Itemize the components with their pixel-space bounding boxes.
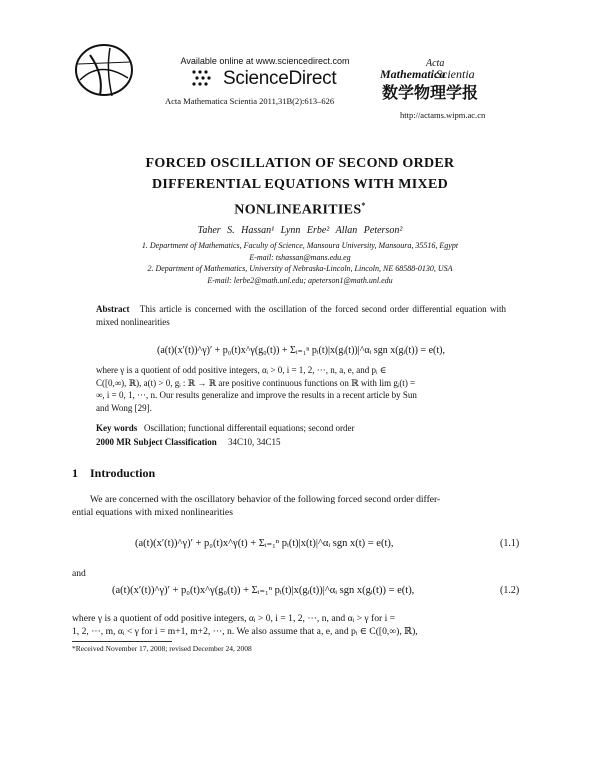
title-line-1: FORCED OSCILLATION OF SECOND ORDER (145, 156, 455, 171)
logo-acta: Acta (426, 58, 445, 69)
affiliation-1: 1. Department of Mathematics, Faculty of Science, Mansoura University, Mansoura, 35516, Egypt (141, 241, 459, 250)
section-heading: Introduction (90, 466, 156, 480)
logo-mathematica: Mathematica (380, 67, 446, 81)
intro-p1-line2: ential equations with mixed nonlinearities (72, 507, 233, 518)
abstract-text: This article is concerned with the oscillation of the forced second order differential equation with mixed nonlinearities (96, 304, 507, 327)
abstract-text2-line3: ∞, i = 0, 1, ···, n. Our results generalize and improve the results in a recent article by Sun (96, 390, 417, 401)
abstract-text2-line1: where γ is a quotient of odd positive integers, αᵢ > 0, i = 1, 2, ···, n, a, e, and pᵢ ∈ (96, 365, 387, 375)
available-online-text: Available online at www.sciencedirect.com (180, 56, 350, 66)
msc-codes: 34C10, 34C15 (228, 437, 281, 447)
equation-1-2: (a(t)(x′(t))^γ)′ + p₀(t)x^γ(g₀(t)) + Σᵢ₌₁ⁿ pᵢ(t)|x(gᵢ(t))|^αᵢ sgn x(gᵢ(t)) = e(t), (112, 585, 415, 596)
equation-1-1: (a(t)(x′(t))^γ)′ + p₀(t)x^γ(t) + Σᵢ₌₁ⁿ pᵢ(t)|x(t)|^αᵢ sgn x(t) = e(t), (135, 538, 394, 549)
title-line-2: DIFFERENTIAL EQUATIONS WITH MIXED (151, 177, 449, 192)
msc-label: 2000 MR Subject Classification (96, 437, 217, 447)
email-1: E-mail: tshassan@mans.edu.eg (249, 252, 351, 262)
keywords-label: Key words (96, 423, 138, 433)
abstract-label: Abstract (96, 304, 130, 314)
intro-p1-line1: We are concerned with the oscillatory behavior of the following forced second order differ- (90, 494, 441, 505)
title-footnote-marker: * (361, 201, 366, 210)
footnote: *Received November 17, 2008; revised December 24, 2008 (72, 644, 252, 653)
title-line-3: NONLINEARITIES (234, 202, 362, 218)
affiliation-2: 2. Department of Mathematics, University of Nebraska-Lincoln, Lincoln, NE 68588-0130, USA (147, 264, 453, 273)
journal-logo-cn: 数学物理学报 (382, 83, 479, 102)
journal-citation: Acta Mathematica Scientia 2011,31B(2):613–626 (165, 96, 335, 106)
sciencedirect-dots-icon (190, 68, 222, 96)
abstract-text2-line2: C([0,∞), ℝ), a(t) > 0, gᵢ : ℝ → ℝ are positive continuous functions on ℝ with lim gᵢ(t) = (96, 377, 416, 388)
elsevier-logo (70, 40, 140, 100)
equation-1-2-number: (1.2) (500, 585, 520, 596)
email-2: E-mail: lerbe2@math.unl.edu; apeterson1@math.unl.edu (207, 275, 393, 285)
sciencedirect-brand: ScienceDirect (223, 68, 337, 89)
equation-1-1-number: (1.1) (500, 538, 520, 549)
author-names: Taher S. Hassan¹ Lynn Erbe² Allan Peterson² (197, 225, 403, 236)
title-line-3-wrap (0, 195, 600, 221)
intro-p2-line2: 1, 2, ···, m, αᵢ < γ for i = m+1, m+2, ···, n. We also assume that a, e, and pᵢ ∈ C([0,∞), ℝ), (72, 626, 418, 637)
and-text: and (72, 568, 86, 579)
journal-url[interactable]: http://actams.wipm.ac.cn (400, 110, 486, 120)
abstract-text2-line4: and Wong [29]. (96, 402, 152, 413)
keywords: Oscillation; functional differentail equations; second order (144, 423, 355, 433)
logo-scientia: Scientia (436, 67, 475, 81)
tree-logo-icon (70, 40, 140, 100)
footnote-rule (72, 641, 172, 642)
section-number: 1 (72, 466, 78, 480)
abstract-equation: (a(t)(x′(t))^γ)′ + p₀(t)x^γ(g₀(t)) + Σᵢ₌₁ⁿ pᵢ(t)|x(gᵢ(t))|^αᵢ sgn x(gᵢ(t)) = e(t), (157, 345, 445, 356)
intro-p2-line1: where γ is a quotient of odd positive integers, αᵢ > 0, i = 1, 2, ···, n, and αᵢ > γ for i = (72, 613, 396, 624)
